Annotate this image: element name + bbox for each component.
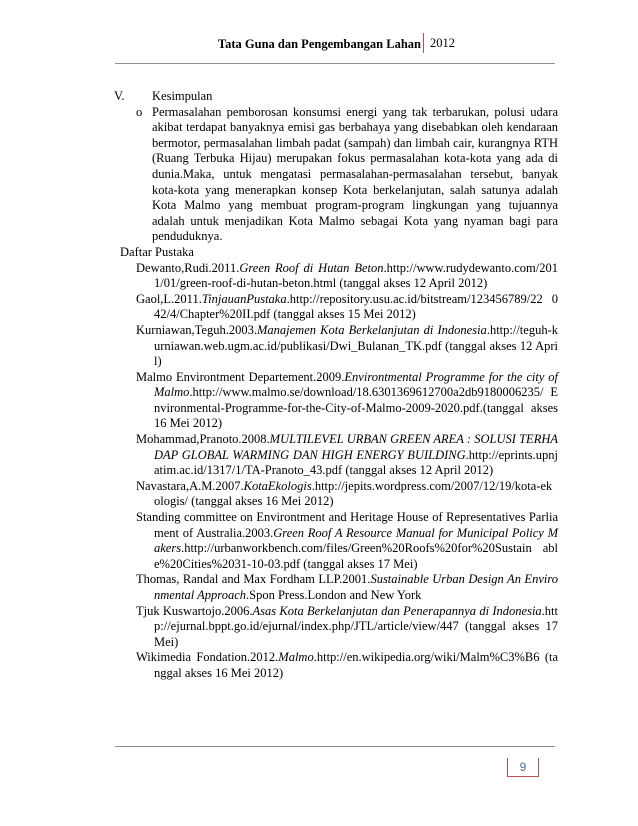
reference-list (114, 261, 558, 682)
reference-item: Wikimedia Fondation.2012.Malmo.http://en.wikipedia.org/wiki/Malm%C3%B6 (tanggal akses 16 Mei 2012) (136, 650, 559, 680)
page-number: 9 (507, 758, 539, 777)
footer-divider (115, 746, 555, 747)
reference-item: Thomas, Randal and Max Fordham LLP.2001.Sustainable Urban Design An Environmental Approach.Spon Press.London and New York (136, 572, 558, 602)
conclusion-bullet (114, 105, 558, 245)
section-number: V. (114, 89, 125, 103)
reference-item: Mohammad,Pranoto.2008.MULTILEVEL URBAN GREEN AREA : SOLUSI TERHADAP GLOBAL WARMING DAN HIGH ENERGY BUILDING.http://eprints.upnjatim.ac.id/1317/1/TA-Pranoto_43.pdf (tanggal akses 12 April 2012) (136, 432, 558, 478)
bullet-mark: o (136, 104, 143, 119)
reference-item: Standing committee on Environtment and Heritage House of Representatives Parliament of Australia.2003.Green Roof A Resource Manual for Municipal Policy Makers.http://urbanworkbench.com/files/Green%20Roofs%20for%20Sustain able%20Cities%2031-10-03.pdf (tanggal akses 17 Mei) (136, 510, 558, 571)
section-heading (114, 89, 558, 105)
reference-item: Navastara,A.M.2007.KotaEkologis.http://jepits.wordpress.com/2007/12/19/kota-ekologis/ (tanggal akses 16 Mei 2012) (136, 478, 553, 509)
reference-item: Malmo Environtment Departement.2009.Environtmental Programme for the city of Malmo.http://www.malmo.se/download/18.6301369612700a2db9180006235/ Environmental-Programme-for-the-City-of-Malmo-2009-2020.pdf.(tanggal akses 16 Mei 2012) (136, 369, 558, 431)
reference-item: Kurniawan,Teguh.2003.Manajemen Kota Berkelanjutan di Indonesia.http://teguh-kurniawan.web.ugm.ac.id/publikasi/Dwi_Bulanan_TK.pdf (tanggal akses 12 April) (136, 322, 558, 369)
section-title: Kesimpulan (152, 89, 213, 103)
header-year: 2012 (423, 33, 461, 53)
reference-item: Gaol,L.2011.TinjauanPustaka.http://repository.usu.ac.id/bitstream/123456789/22 042/4/Chapter%20II.pdf (tanggal akses 15 Mei 2012) (136, 291, 558, 322)
header-title: Tata Guna dan Pengembangan Lahan (217, 37, 421, 51)
header-divider (115, 63, 555, 64)
bibliography-title: Daftar Pustaka (120, 244, 194, 259)
reference-item: Dewanto,Rudi.2011.Green Roof di Hutan Beton.http://www.rudydewanto.com/2011/01/green-roof-di-hutan-beton.html (tanggal akses 12 April 2012) (136, 260, 558, 291)
conclusion-text: Permasalahan pemborosan konsumsi energi yang tak terbarukan, polusi udara akibat terdapat banyaknya emisi gas berbahaya yang disebabkan oleh kendaraan bermotor, permasalahan limbah padat (sampah) dan limbah cair, kurangnya RTH (Ruang Terbuka Hijau) merupakan fokus permasalahan kota-kota yang ada di dunia.Maka, untuk mengatasi permasalahan-permasalahan tersebut, banyak kota-kota yang menerapkan konsep Kota berkelanjutan, salah satunya adalah Kota Malmo yang membuat program-program lingkungan yang tujuannya adalah untuk menjadikan Kota Malmo sebagai Kota yang nyaman bagi para penduduknya. (152, 104, 558, 244)
page-content (114, 89, 558, 682)
reference-item: Tjuk Kuswartojo.2006.Asas Kota Berkelanjutan dan Penerapannya di Indonesia.http://ejurnal.bppt.go.id/ejurnal/index.php/JTL/article/view/447 (tanggal akses 17 Mei) (136, 603, 558, 649)
